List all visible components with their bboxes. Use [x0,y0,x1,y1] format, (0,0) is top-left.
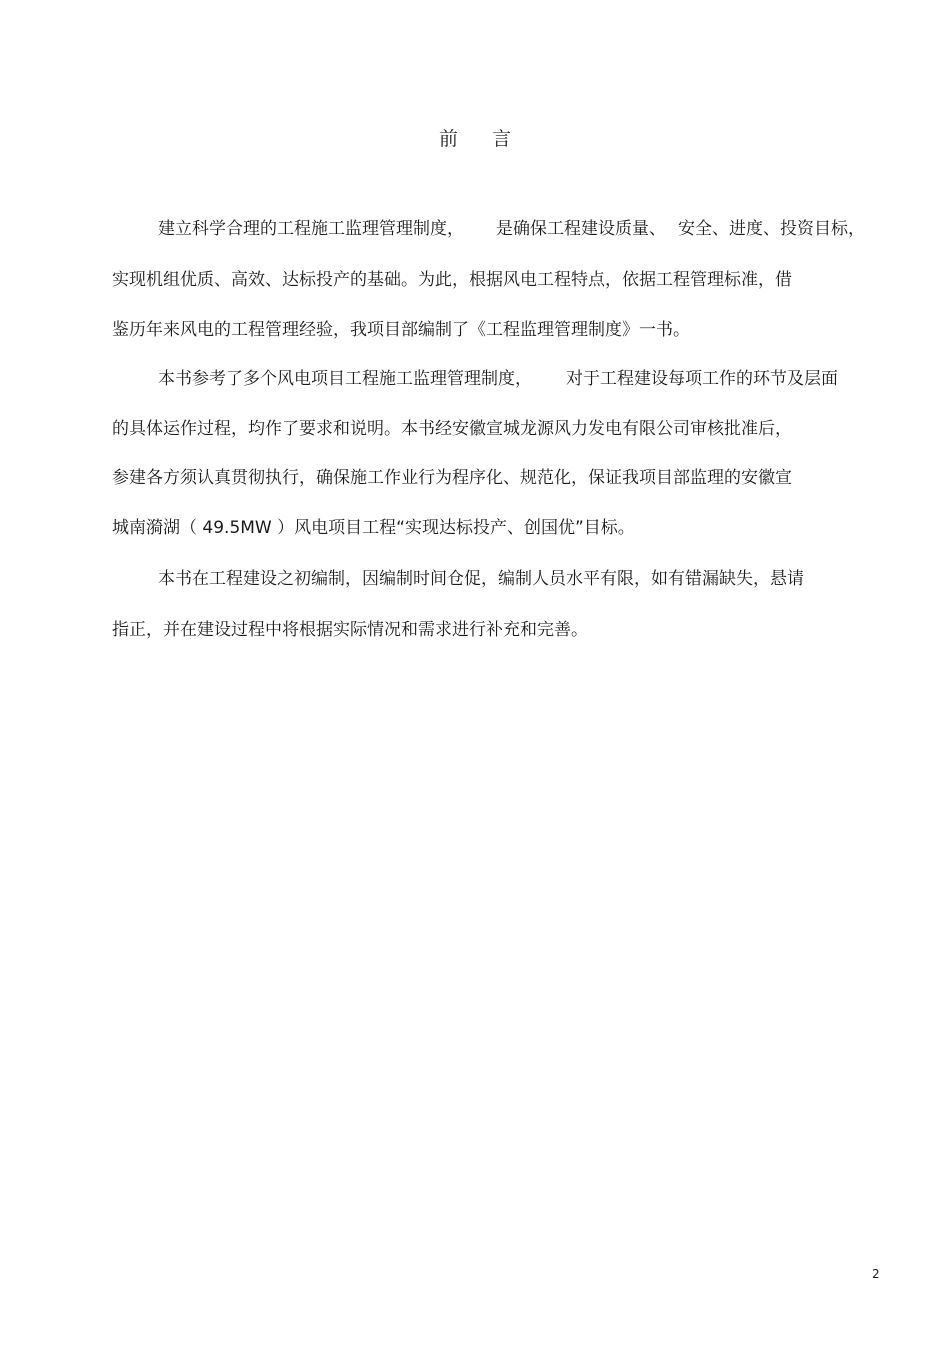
paragraph-2-line-4: 城南漪湖（ 49.5MW ）风电项目工程“实现达标投产、创国优”目标。 [112,518,635,538]
page-title [0,124,950,154]
paragraph-3-line-2: 指正，并在建设过程中将根据实际情况和需求进行补充和完善。 [112,620,588,640]
paragraph-1-line-1: 建立科学合理的工程施工监理管理制度， 是确保工程建设质量、 安全、进度、投资目标， [158,219,865,239]
paragraph-1-line-3: 鉴历年来风电的工程管理经验，我项目部编制了《工程监理管理制度》一书。 [112,320,690,340]
paragraph-1-line-2: 实现机组优质、高效、达标投产的基础。为此，根据风电工程特点，依据工程管理标准，借 [112,270,792,290]
paragraph-2-line-2: 的具体运作过程，均作了要求和说明。本书经安徽宣城龙源风力发电有限公司审核批准后， [112,419,792,439]
title-char-1: 前 [438,128,458,150]
page-number: 2 [872,1267,880,1281]
title-char-2: 言 [492,128,512,150]
paragraph-2-line-3: 参建各方须认真贯彻执行，确保施工作业行为程序化、规范化，保证我项目部监理的安徽宣 [112,468,792,488]
paragraph-2-line-1: 本书参考了多个风电项目工程施工监理管理制度， 对于工程建设每项工作的环节及层面 [158,369,838,389]
paragraph-3-line-1: 本书在工程建设之初编制，因编制时间仓促，编制人员水平有限，如有错漏缺失，悬请 [158,569,804,589]
